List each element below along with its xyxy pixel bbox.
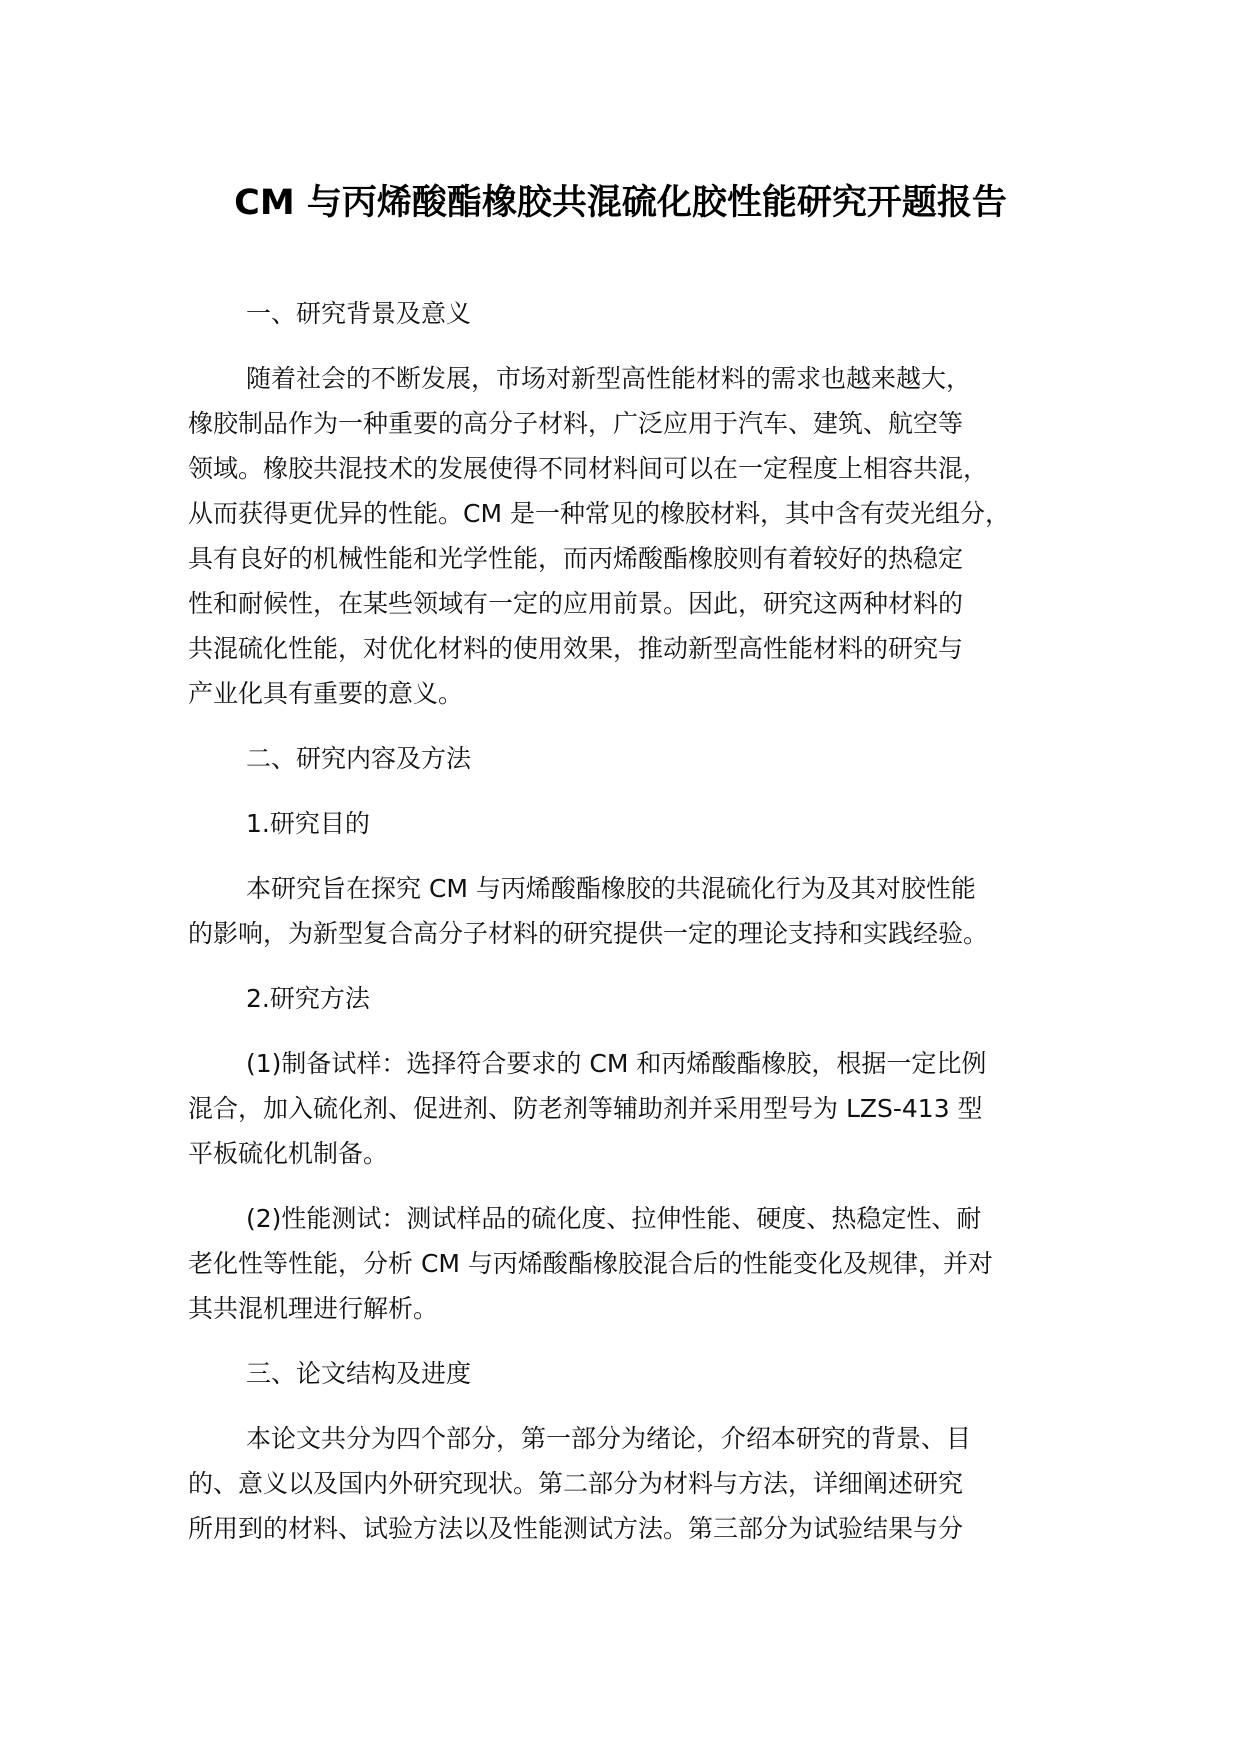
text-line: 随着社会的不断发展，市场对新型高性能材料的需求也越来越大， <box>246 364 972 393</box>
text-line: 领域。橡胶共混技术的发展使得不同材料间可以在一定程度上相容共混， <box>188 454 989 483</box>
text-line: 混合，加入硫化剂、促进剂、防老剂等辅助剂并采用型号为 LZS-413 型 <box>188 1094 983 1123</box>
text-line: 所用到的材料、试验方法以及性能测试方法。第三部分为试验结果与分 <box>188 1514 964 1543</box>
section-heading: 二、研究内容及方法 <box>246 744 472 773</box>
paragraph-method-1 <box>188 1041 1088 1176</box>
subsection-heading: 1.研究目的 <box>246 809 370 838</box>
subsection-heading: 2.研究方法 <box>246 984 370 1013</box>
section-heading: 一、研究背景及意义 <box>246 299 472 328</box>
document-body <box>188 291 1088 1571</box>
section-heading: 三、论文结构及进度 <box>246 1359 472 1388</box>
text-line: 橡胶制品作为一种重要的高分子材料，广泛应用于汽车、建筑、航空等 <box>188 409 964 438</box>
text-line: 共混硫化性能，对优化材料的使用效果，推动新型高性能材料的研究与 <box>188 634 964 663</box>
paragraph-background <box>188 356 1088 716</box>
text-line: (1)制备试样：选择符合要求的 CM 和丙烯酸酯橡胶，根据一定比例 <box>246 1049 987 1078</box>
text-line: 本研究旨在探究 CM 与丙烯酸酯橡胶的共混硫化行为及其对胶性能 <box>246 874 976 903</box>
text-line: 老化性等性能，分析 CM 与丙烯酸酯橡胶混合后的性能变化及规律，并对 <box>188 1249 993 1278</box>
paragraph-purpose <box>188 866 1088 956</box>
paragraph-structure <box>188 1416 1088 1551</box>
text-line: 其共混机理进行解析。 <box>188 1294 439 1323</box>
text-line: (2)性能测试：测试样品的硫化度、拉伸性能、硬度、热稳定性、耐 <box>246 1204 982 1233</box>
text-line: 本论文共分为四个部分，第一部分为绪论，介绍本研究的背景、目 <box>246 1424 972 1453</box>
text-line: 从而获得更优异的性能。CM 是一种常见的橡胶材料，其中含有荧光组分， <box>188 499 1010 528</box>
text-line: 具有良好的机械性能和光学性能，而丙烯酸酯橡胶则有着较好的热稳定 <box>188 544 964 573</box>
text-line: 产业化具有重要的意义。 <box>188 679 464 708</box>
text-line: 的影响，为新型复合高分子材料的研究提供一定的理论支持和实践经验。 <box>188 919 989 948</box>
text-line: 性和耐候性，在某些领域有一定的应用前景。因此，研究这两种材料的 <box>188 589 964 618</box>
paragraph-method-2 <box>188 1196 1088 1331</box>
text-line: 的、意义以及国内外研究现状。第二部分为材料与方法，详细阐述研究 <box>188 1469 964 1498</box>
text-line: 平板硫化机制备。 <box>188 1139 389 1168</box>
document-title: CM 与丙烯酸酯橡胶共混硫化胶性能研究开题报告 <box>234 183 1007 223</box>
